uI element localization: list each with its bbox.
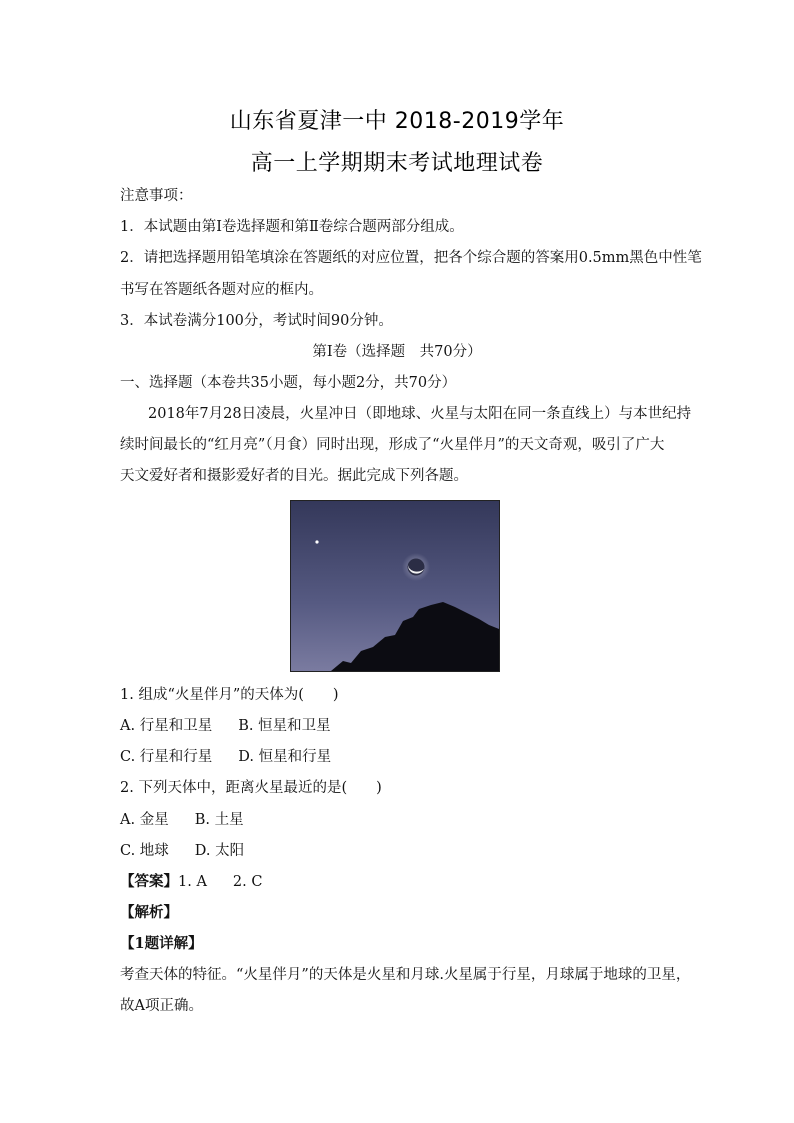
analysis-label: 【解析】 bbox=[120, 904, 178, 921]
night-sky-illustration bbox=[291, 501, 499, 671]
question-1-options-row1 bbox=[120, 717, 331, 735]
doc-title-line2: 高一上学期期末考试地理试卷 bbox=[250, 151, 544, 176]
analysis-text-line2: 故A项正确。 bbox=[120, 998, 203, 1014]
question-2-options-row1 bbox=[120, 811, 244, 829]
option-1b: B. 恒星和卫星 bbox=[238, 718, 331, 734]
passage-line3: 天文爱好者和摄影爱好者的目光。据此完成下列各题。 bbox=[120, 468, 468, 484]
mars-star bbox=[315, 540, 318, 543]
doc-title-line1: 山东省夏津一中 2018-2019学年 bbox=[229, 109, 565, 134]
mars-and-moon-photo bbox=[290, 500, 500, 672]
notice-item-1: 1．本试题由第Ⅰ卷选择题和第Ⅱ卷综合题两部分组成。 bbox=[120, 219, 464, 235]
option-2a: A. 金星 bbox=[120, 812, 169, 828]
question-2-stem: 2. 下列天体中，距离火星最近的是( ) bbox=[120, 780, 382, 796]
analysis-text-line1: 考查天体的特征。“火星伴月”的天体是火星和月球.火星属于行星，月球属于地球的卫星， bbox=[120, 967, 691, 983]
notice-heading: 注意事项： bbox=[120, 188, 193, 204]
option-1a: A. 行星和卫星 bbox=[120, 718, 213, 734]
question-1-stem: 1. 组成“火星伴月”的天体为( ) bbox=[120, 687, 339, 703]
answer-label: 【答案】 bbox=[120, 873, 178, 890]
passage-line1: 2018年7月28日凌晨，火星冲日（即地球、火星与太阳在同一条直线上）与本世纪持 bbox=[148, 406, 692, 422]
option-1c: C. 行星和行星 bbox=[120, 749, 213, 765]
analysis-detail-label: 【1题详解】 bbox=[120, 935, 203, 952]
notice-item-2-line2: 书写在答题纸各题对应的框内。 bbox=[120, 282, 323, 298]
answer-line bbox=[120, 873, 262, 891]
option-2b: B. 土星 bbox=[194, 812, 244, 828]
answer-1: 1. A bbox=[178, 874, 207, 890]
option-2c: C. 地球 bbox=[120, 843, 169, 859]
passage-line2: 续时间最长的“红月亮”（月食）同时出现，形成了“火星伴月”的天文奇观，吸引了广大 bbox=[120, 437, 665, 453]
option-1d: D. 恒星和行星 bbox=[238, 749, 332, 765]
notice-item-3: 3．本试卷满分100分，考试时间90分钟。 bbox=[120, 313, 393, 329]
volume-title: 第Ⅰ卷（选择题 共70分） bbox=[312, 344, 482, 360]
answer-2: 2. C bbox=[232, 874, 263, 890]
notice-item-2-line1: 2．请把选择题用铅笔填涂在答题纸的对应位置，把各个综合题的答案用0.5mm黑色中性笔 bbox=[120, 250, 702, 266]
question-1-options-row2 bbox=[120, 748, 331, 766]
question-2-options-row2 bbox=[120, 842, 244, 860]
part-title: 一、选择题（本卷共35小题，每小题2分，共70分） bbox=[120, 375, 457, 391]
option-2d: D. 太阳 bbox=[194, 843, 245, 859]
